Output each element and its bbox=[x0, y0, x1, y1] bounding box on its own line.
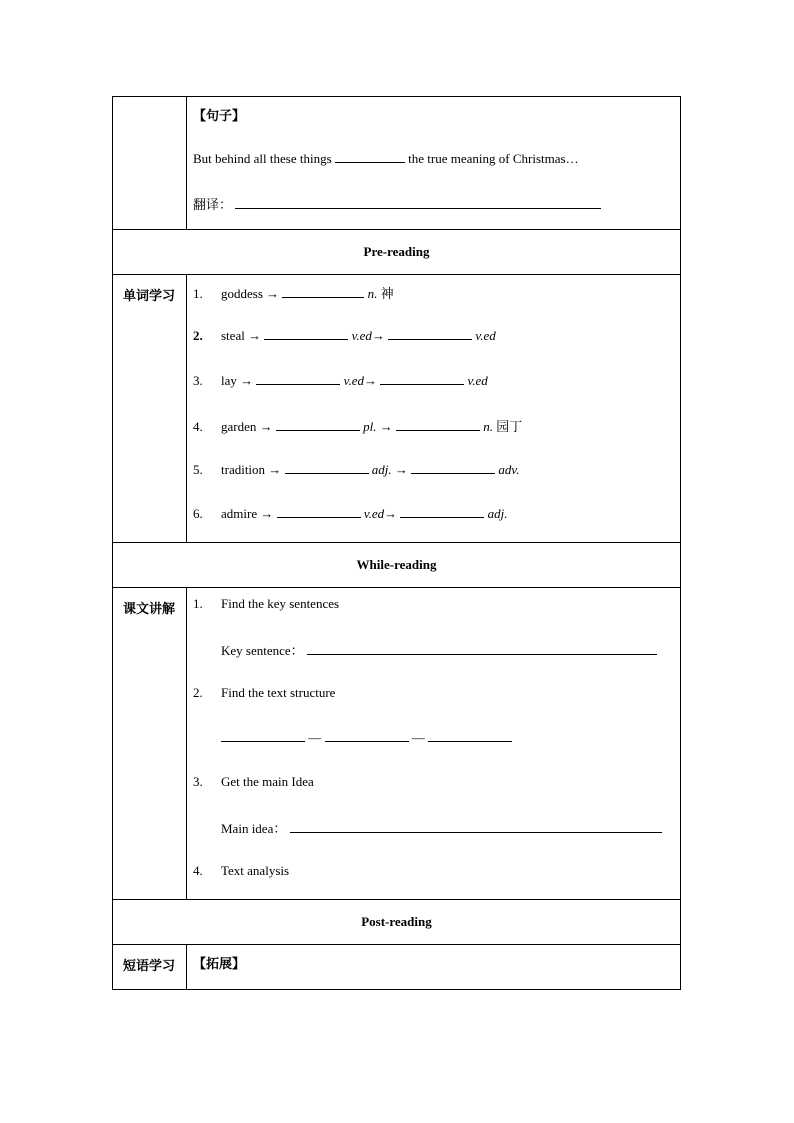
vocabulary-row bbox=[112, 275, 681, 543]
translation-blank[interactable] bbox=[235, 196, 601, 209]
pre-reading-title: Pre-reading bbox=[363, 244, 430, 259]
vocab-blank[interactable] bbox=[285, 461, 369, 474]
vocab-item-6: 6. admire → v.ed→ adj. bbox=[193, 506, 508, 521]
while-item-2: 2. Find the text structure bbox=[193, 685, 336, 700]
vocab-item-3: 3. lay → v.ed→ v.ed bbox=[193, 373, 488, 388]
phrases-heading: 【拓展】 bbox=[193, 956, 246, 971]
pre-reading-banner-row bbox=[112, 230, 681, 275]
sentence-before: But behind all these things bbox=[193, 151, 332, 166]
vocab-blank[interactable] bbox=[282, 285, 364, 298]
vocab-blank[interactable] bbox=[400, 505, 484, 518]
text-explanation-row bbox=[112, 588, 681, 900]
main-idea-blank[interactable] bbox=[290, 820, 662, 833]
vocab-item-5: 5. tradition → adj. → adv. bbox=[193, 462, 520, 477]
sentence-row bbox=[112, 96, 681, 230]
vocab-blank[interactable] bbox=[388, 327, 472, 340]
worksheet-table bbox=[112, 96, 681, 990]
post-reading-title: Post-reading bbox=[361, 914, 432, 929]
phrases-cell bbox=[187, 945, 680, 989]
structure-blank[interactable] bbox=[428, 729, 512, 742]
post-reading-banner-row bbox=[112, 900, 681, 945]
while-reading-banner-row bbox=[112, 543, 681, 588]
key-sentence-label: Key sentence： bbox=[221, 643, 304, 658]
vocab-blank[interactable] bbox=[411, 461, 495, 474]
translation-line bbox=[193, 194, 601, 213]
vocab-blank[interactable] bbox=[276, 418, 360, 431]
phrases-side-label: 短语学习 bbox=[113, 945, 187, 989]
while-item-4: 4. Text analysis bbox=[193, 863, 290, 878]
sentence-cell bbox=[187, 97, 680, 229]
sentence-blank[interactable] bbox=[335, 150, 405, 163]
key-sentence-blank[interactable] bbox=[307, 642, 657, 655]
translate-label: 翻译： bbox=[193, 197, 233, 212]
sentence-side-cell bbox=[113, 97, 187, 229]
vocab-item-2: 2. steal → v.ed→ v.ed bbox=[193, 328, 496, 343]
while-reading-title: While-reading bbox=[356, 557, 437, 572]
vocab-item-1: 1. goddess → n. 神 bbox=[193, 286, 394, 301]
structure-blank[interactable] bbox=[221, 729, 305, 742]
while-item-1: 1. Find the key sentences bbox=[193, 596, 340, 611]
sentence-heading: 【句子】 bbox=[193, 108, 246, 123]
main-idea-line bbox=[221, 818, 662, 837]
key-sentence-line bbox=[221, 640, 657, 659]
text-explanation-side-label: 课文讲解 bbox=[113, 588, 187, 899]
vocab-blank[interactable] bbox=[277, 505, 361, 518]
vocabulary-cell bbox=[187, 275, 680, 542]
phrases-row bbox=[112, 945, 681, 990]
structure-blank[interactable] bbox=[325, 729, 409, 742]
vocab-item-4: 4. garden → pl. → n. 园丁 bbox=[193, 419, 523, 434]
structure-line: — — bbox=[221, 729, 512, 746]
sentence-line bbox=[193, 150, 579, 167]
vocab-blank[interactable] bbox=[396, 418, 480, 431]
vocab-blank[interactable] bbox=[380, 372, 464, 385]
while-item-3: 3. Get the main Idea bbox=[193, 774, 314, 789]
vocab-blank[interactable] bbox=[256, 372, 340, 385]
sentence-after: the true meaning of Christmas… bbox=[408, 151, 579, 166]
text-explanation-cell bbox=[187, 588, 680, 899]
vocabulary-side-label: 单词学习 bbox=[113, 275, 187, 542]
vocab-blank[interactable] bbox=[264, 327, 348, 340]
main-idea-label: Main idea： bbox=[221, 821, 287, 836]
